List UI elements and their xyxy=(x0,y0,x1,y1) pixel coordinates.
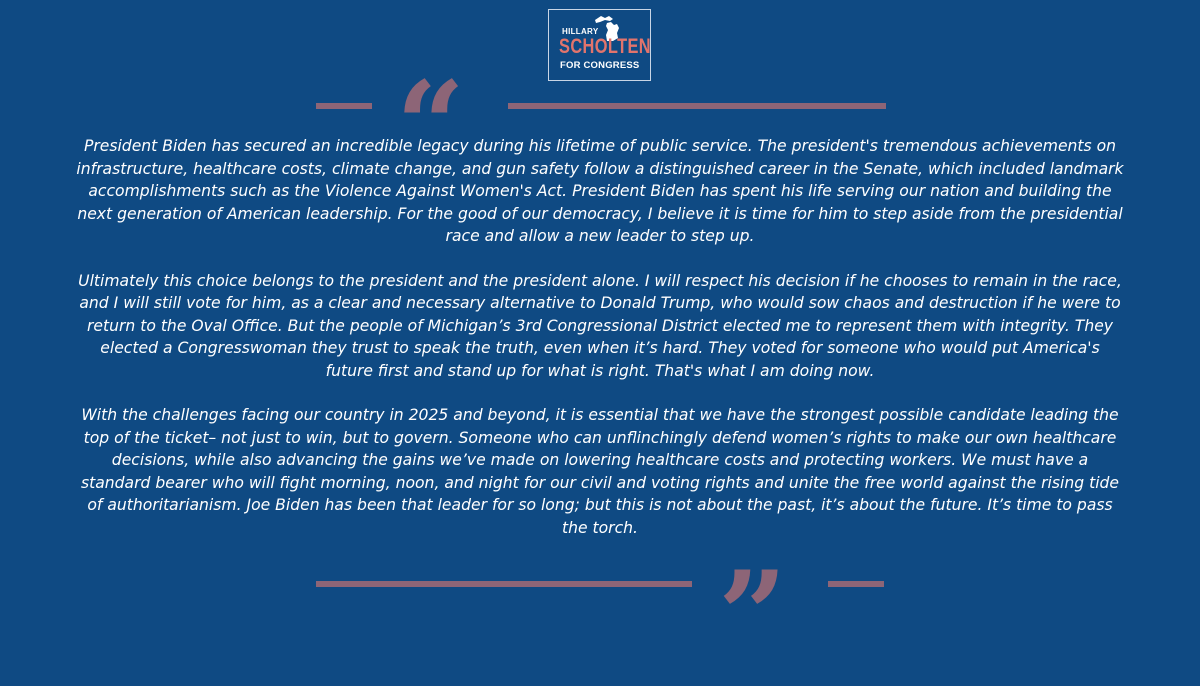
statement-paragraph-2: Ultimately this choice belongs to the president and the president alone. I will respect his decision if he chooses to remain in the race, and I will still vote for him, as a clear and necessary alternative to Donald Trump, who would sow chaos and destruction if he were to return to the Oval Office. But the people of Michigan’s 3rd Congressional District elected me to represent them with integrity. They elected a Congresswoman they trust to speak the truth, even when it’s hard. They voted for someone who would put America's future first and stand up for what is right. That's what I am doing now. xyxy=(78,271,1122,380)
statement-paragraph-1: President Biden has secured an incredible legacy during his lifetime of public service. The president's tremendous achievements on infrastructure, healthcare costs, climate change, and gun safety follow a distinguished career in the Senate, which included landmark accomplishments such as the Violence Against Women's Act. President Biden has spent his life serving our nation and building the next generation of American leadership. For the good of our democracy, I believe it is time for him to step aside from the presidential race and allow a new leader to step up. xyxy=(76,137,1124,245)
top-left-rule xyxy=(316,103,372,109)
open-quote-mark: “ xyxy=(396,55,466,196)
bottom-left-rule xyxy=(316,581,692,587)
logo-last-name: SCHOLTEN xyxy=(559,35,652,58)
statement-text xyxy=(76,135,1124,561)
close-quote-mark: ” xyxy=(718,545,788,686)
bottom-right-rule xyxy=(828,581,884,587)
logo-first-name: HILLARY xyxy=(562,27,599,36)
top-right-rule xyxy=(508,103,886,109)
logo-tagline: FOR CONGRESS xyxy=(560,60,640,71)
statement-paragraph-3: With the challenges facing our country in 2025 and beyond, it is essential that we have the strongest possible candidate leading the top of the ticket– not just to win, but to govern. Someone who can unflinchingly defend women’s rights to make our own healthcare decisions, while also advancing the gains we’ve made on lowering healthcare costs and protecting workers. We must have a standard bearer who will fight morning, noon, and night for our civil and voting rights and unite the free world against the rising tide of authoritarianism. Joe Biden has been that leader for so long; but this is not about the past, it’s about the future. It’s time to pass the torch. xyxy=(80,406,1120,537)
campaign-logo xyxy=(548,9,651,81)
